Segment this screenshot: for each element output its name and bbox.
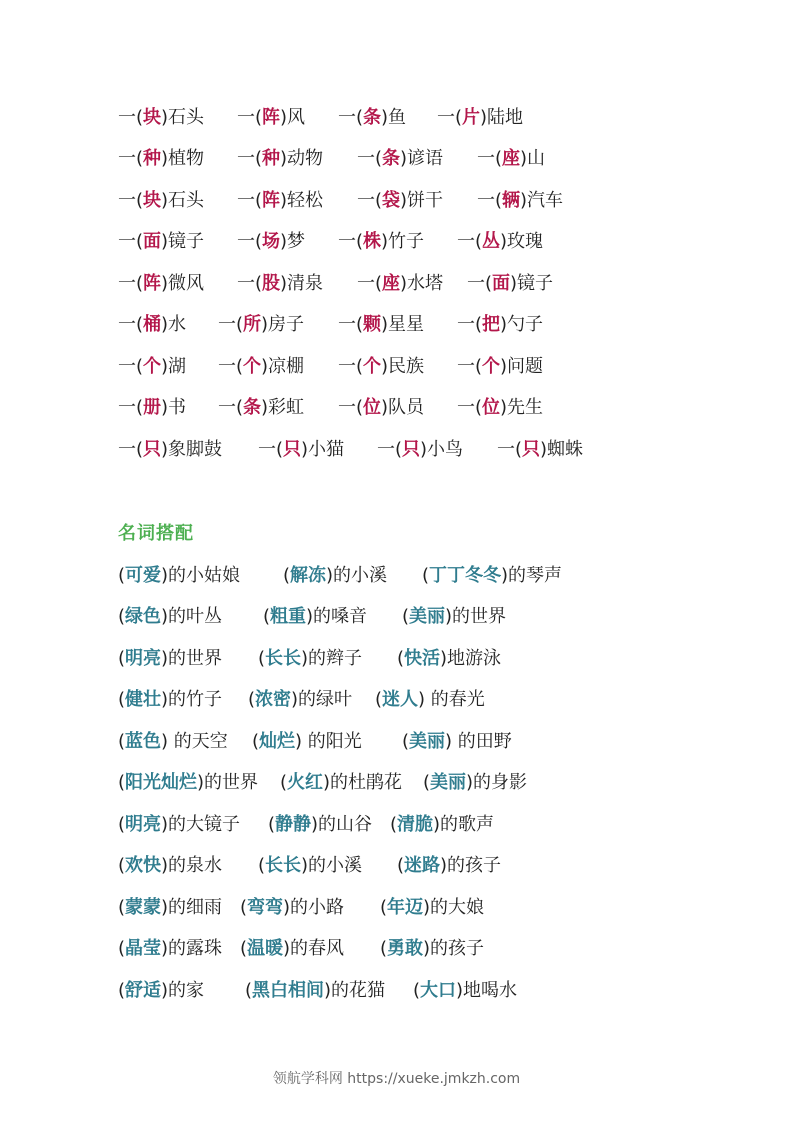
noun-item: (灿烂) 的阳光 (252, 731, 362, 752)
answer: 个 (143, 356, 162, 377)
answer: 条 (382, 148, 401, 169)
answer: 美丽 (409, 731, 446, 752)
answer: 迷人 (382, 689, 419, 710)
answer: 场 (262, 231, 281, 252)
answer: 阵 (262, 190, 281, 211)
answer: 颗 (363, 314, 382, 335)
measure-item: 一(丛)玫瑰 (457, 231, 544, 252)
answer: 块 (143, 107, 162, 128)
noun-item: (温暖)的春风 (240, 938, 345, 959)
measure-item: 一(块)石头 (118, 107, 205, 128)
answer: 座 (502, 148, 521, 169)
answer: 可爱 (125, 565, 162, 586)
noun-item: (解冻)的小溪 (283, 565, 388, 586)
answer: 把 (482, 314, 501, 335)
answer: 块 (143, 190, 162, 211)
noun-item: (丁丁冬冬)的琴声 (422, 565, 563, 586)
measure-item: 一(座)山 (477, 148, 546, 169)
measure-item: 一(座)水塔 (357, 273, 444, 294)
answer: 条 (243, 397, 262, 418)
answer: 辆 (502, 190, 521, 211)
answer: 静静 (275, 814, 312, 835)
measure-item: 一(袋)饼干 (357, 190, 444, 211)
measure-item: 一(个)凉棚 (218, 356, 305, 377)
answer: 所 (243, 314, 262, 335)
measure-item: 一(个)湖 (118, 356, 187, 377)
answer: 黑白相间 (252, 980, 325, 1001)
answer: 蓝色 (125, 731, 162, 752)
noun-item: (火红)的杜鹃花 (280, 772, 403, 793)
measure-item: 一(只)象脚鼓 (118, 439, 223, 460)
measure-item: 一(条)鱼 (338, 107, 407, 128)
measure-item: 一(只)小猫 (258, 439, 345, 460)
answer: 面 (492, 273, 511, 294)
measure-item: 一(股)清泉 (237, 273, 324, 294)
noun-item: (长长)的辫子 (258, 648, 363, 669)
answer: 浓密 (255, 689, 292, 710)
answer: 清脆 (397, 814, 434, 835)
answer: 只 (283, 439, 302, 460)
noun-item: (明亮)的大镜子 (118, 814, 241, 835)
answer: 座 (382, 273, 401, 294)
answer: 温暖 (247, 938, 284, 959)
answer: 灿烂 (259, 731, 296, 752)
noun-item: (快活)地游泳 (397, 648, 502, 669)
measure-item: 一(册)书 (118, 397, 187, 418)
noun-item: (勇敢)的孩子 (380, 938, 485, 959)
noun-item: (弯弯)的小路 (240, 897, 345, 918)
noun-item: (可爱)的小姑娘 (118, 565, 241, 586)
measure-item: 一(面)镜子 (467, 273, 554, 294)
answer: 勇敢 (387, 938, 424, 959)
noun-item: (年迈)的大娘 (380, 897, 485, 918)
measure-item: 一(种)动物 (237, 148, 324, 169)
answer: 长长 (265, 855, 302, 876)
answer: 株 (363, 231, 382, 252)
noun-item: (迷人) 的春光 (375, 689, 485, 710)
noun-item: (粗重)的嗓音 (263, 606, 368, 627)
noun-item: (绿色)的叶丛 (118, 606, 223, 627)
noun-item: (舒适)的家 (118, 980, 205, 1001)
noun-item: (欢快)的泉水 (118, 855, 223, 876)
measure-item: 一(桶)水 (118, 314, 187, 335)
noun-item: (蒙蒙)的细雨 (118, 897, 223, 918)
measure-item: 一(场)梦 (237, 231, 306, 252)
answer: 大口 (420, 980, 457, 1001)
measure-item: 一(辆)汽车 (477, 190, 564, 211)
measure-item: 一(条)彩虹 (218, 397, 305, 418)
answer: 阳光灿烂 (125, 772, 198, 793)
measure-item: 一(位)先生 (457, 397, 544, 418)
answer: 弯弯 (247, 897, 284, 918)
measure-item: 一(阵)微风 (118, 273, 205, 294)
measure-item: 一(位)队员 (338, 397, 425, 418)
answer: 袋 (382, 190, 401, 211)
answer: 桶 (143, 314, 162, 335)
answer: 只 (143, 439, 162, 460)
answer: 种 (143, 148, 162, 169)
answer: 绿色 (125, 606, 162, 627)
measure-item: 一(种)植物 (118, 148, 205, 169)
noun-item: (明亮)的世界 (118, 648, 223, 669)
answer: 册 (143, 397, 162, 418)
footer-watermark: 领航学科网 https://xueke.jmkzh.com (272, 1071, 521, 1087)
answer: 火红 (287, 772, 324, 793)
answer: 阵 (143, 273, 162, 294)
noun-item: (阳光灿烂)的世界 (118, 772, 259, 793)
answer: 粗重 (270, 606, 307, 627)
answer: 长长 (265, 648, 302, 669)
noun-item: (美丽) 的田野 (402, 731, 512, 752)
answer: 个 (363, 356, 382, 377)
noun-item: (健壮)的竹子 (118, 689, 223, 710)
section-heading-nouns: 名词搭配 (118, 523, 194, 544)
answer: 丁丁冬冬 (429, 565, 502, 586)
measure-item: 一(条)谚语 (357, 148, 444, 169)
measure-item: 一(个)问题 (457, 356, 544, 377)
measure-item: 一(阵)轻松 (237, 190, 324, 211)
noun-item: (美丽)的身影 (423, 772, 528, 793)
measure-item: 一(片)陆地 (437, 107, 524, 128)
noun-item: (长长)的小溪 (258, 855, 363, 876)
answer: 阵 (262, 107, 281, 128)
answer: 美丽 (430, 772, 467, 793)
answer: 舒适 (125, 980, 162, 1001)
noun-item: (蓝色) 的天空 (118, 731, 228, 752)
measure-item: 一(颗)星星 (338, 314, 425, 335)
answer: 个 (243, 356, 262, 377)
measure-item: 一(把)勺子 (457, 314, 544, 335)
answer: 晶莹 (125, 938, 162, 959)
answer: 种 (262, 148, 281, 169)
answer: 条 (363, 107, 382, 128)
measure-item: 一(阵)风 (237, 107, 306, 128)
noun-item: (静静)的山谷 (268, 814, 373, 835)
answer: 只 (522, 439, 541, 460)
measure-item: 一(所)房子 (218, 314, 305, 335)
answer: 片 (462, 107, 481, 128)
noun-item: (晶莹)的露珠 (118, 938, 223, 959)
noun-item: (清脆)的歌声 (390, 814, 495, 835)
answer: 只 (402, 439, 421, 460)
answer: 年迈 (387, 897, 424, 918)
measure-item: 一(块)石头 (118, 190, 205, 211)
measure-item: 一(株)竹子 (338, 231, 425, 252)
answer: 个 (482, 356, 501, 377)
answer: 股 (262, 273, 281, 294)
answer: 明亮 (125, 814, 162, 835)
noun-item: (黑白相间)的花猫 (245, 980, 386, 1001)
answer: 蒙蒙 (125, 897, 162, 918)
answer: 面 (143, 231, 162, 252)
answer: 丛 (482, 231, 501, 252)
noun-item: (大口)地喝水 (413, 980, 518, 1001)
answer: 快活 (404, 648, 441, 669)
measure-item: 一(个)民族 (338, 356, 425, 377)
measure-item: 一(只)蜘蛛 (497, 439, 584, 460)
answer: 位 (363, 397, 382, 418)
noun-item: (美丽)的世界 (402, 606, 507, 627)
answer: 美丽 (409, 606, 446, 627)
answer: 欢快 (125, 855, 162, 876)
answer: 迷路 (404, 855, 441, 876)
measure-item: 一(面)镜子 (118, 231, 205, 252)
noun-item: (迷路)的孩子 (397, 855, 502, 876)
answer: 健壮 (125, 689, 162, 710)
answer: 解冻 (290, 565, 327, 586)
measure-item: 一(只)小鸟 (377, 439, 464, 460)
noun-item: (浓密)的绿叶 (248, 689, 353, 710)
answer: 明亮 (125, 648, 162, 669)
answer: 位 (482, 397, 501, 418)
